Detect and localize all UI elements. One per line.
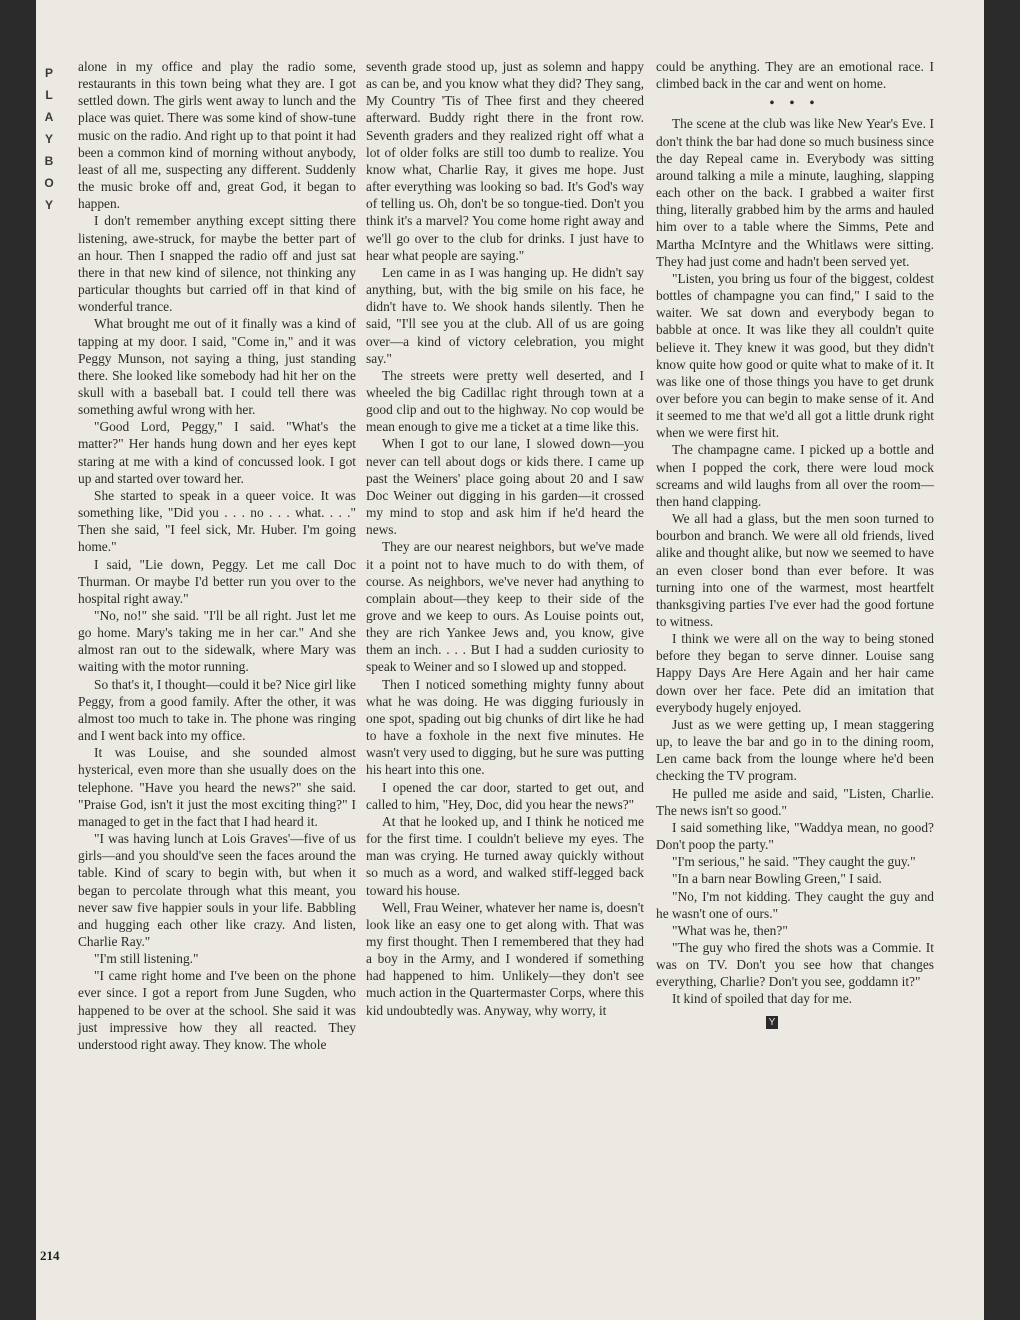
paragraph: "In a barn near Bowling Green," I said. (672, 871, 882, 887)
running-head-letter: Y (44, 198, 53, 212)
paragraph: "The guy who fired the shots was a Commie. It was on TV. Don't you see how that changes everything, Charlie? Don't you see, goddamn it?" (656, 939, 934, 990)
paragraph: I said something like, "Waddya mean, no good? Don't poop the party." (656, 819, 934, 853)
paragraph: alone in my office and play the radio some, restaurants in this town being what they are. I got settled down. The girls went away to lunch and the place was quiet. There was some kind of show-tune music on the radio. And right up to that point it had been a common kind of morning without anybody, least of all me, suspecting any different. Suddenly the music broke off and, great God, it began to happen. (78, 59, 356, 212)
paragraph: I think we were all on the way to being stoned before they began to serve dinner. Louise sang Happy Days Are Here Again and her hair came down over her face. Pete did an imitation that everybody hugely enjoyed. (656, 631, 934, 715)
paragraph: The streets were pretty well deserted, and I wheeled the big Cadillac right through town at a good clip and out to the highway. No cop would be mean enough to give me a ticket at a time like this. (366, 367, 644, 435)
page-number: 214 (40, 1248, 60, 1263)
paragraph: "I'm still listening." (94, 951, 199, 967)
paragraph: The scene at the club was like New Year's Eve. I don't think the bar had done so much business since the day Repeal came in. Everybody was sitting around talking a mile a minute, laughing, slapping each other on the back. I grabbed a waiter first thing, literally grabbed him by the arms and hauled him over to a table where the Simms, Pete and Martha McIntyre and the Whitlaws were sitting. They had just come and hadn't been served yet. (656, 116, 934, 269)
running-head-letter: B (44, 154, 54, 168)
text-column-2 (366, 58, 644, 1019)
running-head-letter: Y (44, 132, 53, 146)
paragraph: "Good Lord, Peggy," I said. "What's the matter?" Her hands hung down and her eyes kept staring at me with a kind of concussed look. I got up and started over toward her. (78, 419, 356, 486)
running-head-letter: P (44, 66, 53, 80)
paragraph: seventh grade stood up, just as solemn and happy as can be, and you know what they did? They sang, My Country 'Tis of Thee first and they cheered afterward. Buddy right there in the front row. Seventh graders and they realized right off what a lot of older folks are still too dumb to realize. You know what, Charlie Ray, it gives me hope. Just after everything was looking so bad. It's God's way of telling us. Oh, don't be so tongue-tied. Don't you think it's a marvel? You come home right away and we'll go over to the club for drinks. I just have to hear what people are saying." (366, 59, 644, 263)
text-column-3 (656, 58, 934, 1029)
paragraph: "No, I'm not kidding. They caught the guy and he wasn't one of ours." (656, 888, 934, 921)
paragraph: "I was having lunch at Lois Graves'—five of us girls—and you should've seen the faces around the table. Kind of scary to begin with, but when it began to percolate through what this meant, you never saw five happier souls in your life. Babbling and hugging each other like crazy. And listen, Charlie Ray." (78, 831, 356, 949)
paragraph: "No, no!" she said. "I'll be all right. Just let me go home. Mary's taking me in her car." And she almost ran out to the sidewalk, where Mary was waiting with the motor running. (78, 608, 356, 675)
paragraph: "Listen, you bring us four of the biggest, coldest bottles of champagne you can find," I said to the waiter. We sat down and everybody began to babble at once. It was like they all couldn't quite believe it. They knew it was good, but they didn't know quite how good or quite what to make of it. It was like one of those things you have to get drunk over before you can begin to make sense of it. And it seemed to me that we'd all got a little drunk right when we were first hit. (656, 270, 934, 441)
paragraph: I said, "Lie down, Peggy. Let me call Doc Thurman. Or maybe I'd better run you over to the hospital right away." (78, 556, 356, 606)
text-column-1 (78, 58, 356, 1053)
paragraph: We all had a glass, but the men soon turned to bourbon and branch. We were all old friends, lived alike and thought alike, but now we seemed to have an even closer bond than ever before. It was turning into one of the warmest, most heartfelt thanksgiving parties I've ever had the good fortune to witness. (656, 511, 934, 629)
paragraph: What brought me out of it finally was a kind of tapping at my door. I said, "Come in," and it was Peggy Munson, not saying a thing, just standing there. She looked like somebody had hit her on the skull with a baseball bat. I could tell there was something awful wrong with her. (78, 316, 356, 418)
paragraph: "What was he, then?" (672, 922, 788, 938)
running-head-letter: O (44, 176, 54, 190)
paragraph: It was Louise, and she sounded almost hysterical, even more than she usually does on the telephone. "Have you heard the news?" she said. "Praise God, isn't it just the most exciting thing?" I managed to get in the fact that I had heard it. (78, 745, 356, 829)
running-head-letter: A (44, 110, 54, 124)
paragraph: At that he looked up, and I think he noticed me for the first time. I couldn't believe my eyes. The man was crying. He turned away quickly without so much as a word, and walked stiff-legged back toward his house. (366, 813, 644, 898)
magazine-page (36, 0, 984, 1320)
paragraph: So that's it, I thought—could it be? Nice girl like Peggy, from a good family. After the other, it was almost too much to take in. The phone was ringing and I went back into my office. (78, 676, 356, 744)
paragraph: I opened the car door, started to get out, and called to him, "Hey, Doc, did you hear the news?" (366, 779, 644, 812)
end-mark-icon: Y (766, 1016, 778, 1029)
running-head (42, 62, 56, 216)
section-break: • • • (769, 95, 821, 111)
paragraph: Then I noticed something mighty funny about what he was doing. He was digging furiously in one spot, spading out big chunks of dirt like he had to have a foxhole in the next five minutes. He wasn't very used to digging, but he sure was putting his heart into this one. (366, 676, 644, 778)
paragraph: She started to speak in a queer voice. It was something like, "Did you . . . no . . . what. . . ." Then she said, "I feel sick, Mr. Huber. I'm going home." (78, 487, 356, 555)
paragraph: The champagne came. I picked up a bottle and when I popped the cork, there were loud mock screams and wild laughs from all over the room—then hand clapping. (656, 442, 934, 509)
paragraph: Well, Frau Weiner, whatever her name is, doesn't look like an easy one to get along with. That was my first thought. Then I remembered that they had a boy in the Army, and I wondered if something had happened to him. Unlikely—they don't see much action in the Quartermaster Corps, where this kid undoubtedly was. Anyway, why worry, it (366, 899, 644, 1018)
paragraph: could be anything. They are an emotional race. I climbed back in the car and went on home. (656, 59, 934, 92)
paragraph: Just as we were getting up, I mean staggering up, to leave the bar and go in to the dining room, Len came back from the lounge where he'd been checking the TV program. (656, 716, 934, 784)
paragraph: It kind of spoiled that day for me. (672, 991, 852, 1007)
paragraph: They are our nearest neighbors, but we've made it a point not to have much to do with them, of course. As neighbors, we've never had anything to complain about—they keep to their side of the grove and we keep to ours. As Louise points out, they are rich Yankee Jews and, you know, give them an inch. . . . But I had a sudden curiosity to speak to Weiner and so I slowed up and stopped. (366, 539, 644, 675)
paragraph: "I'm serious," he said. "They caught the guy." (672, 854, 916, 870)
paragraph: He pulled me aside and said, "Listen, Charlie. The news isn't so good." (656, 785, 934, 818)
paragraph: When I got to our lane, I slowed down—you never can tell about dogs or kids there. I came up past the Weiners' place going about 20 and I saw Doc Weiner out digging in his garden—it crossed my mind to stop and ask him if he'd heard the news. (366, 436, 644, 538)
paragraph: "I came right home and I've been on the phone ever since. I got a report from June Sugden, who happened to be over at the school. She said it was just impressive how they all reacted. They understood right away. They know. The whole (78, 968, 356, 1052)
paragraph: Len came in as I was hanging up. He didn't say anything, but, with the big smile on his face, he didn't have to. We shook hands silently. Then he said, "I'll see you at the club. All of us are going over—a kind of victory celebration, you might say." (366, 264, 644, 366)
running-head-letter: L (45, 88, 53, 102)
paragraph: I don't remember anything except sitting there listening, awe-struck, for maybe the better part of an hour. Then I snapped the radio off and just sat there in that new kind of silence, not thinking any particular thoughts but carried off in that kind of wonderful trance. (78, 213, 356, 315)
